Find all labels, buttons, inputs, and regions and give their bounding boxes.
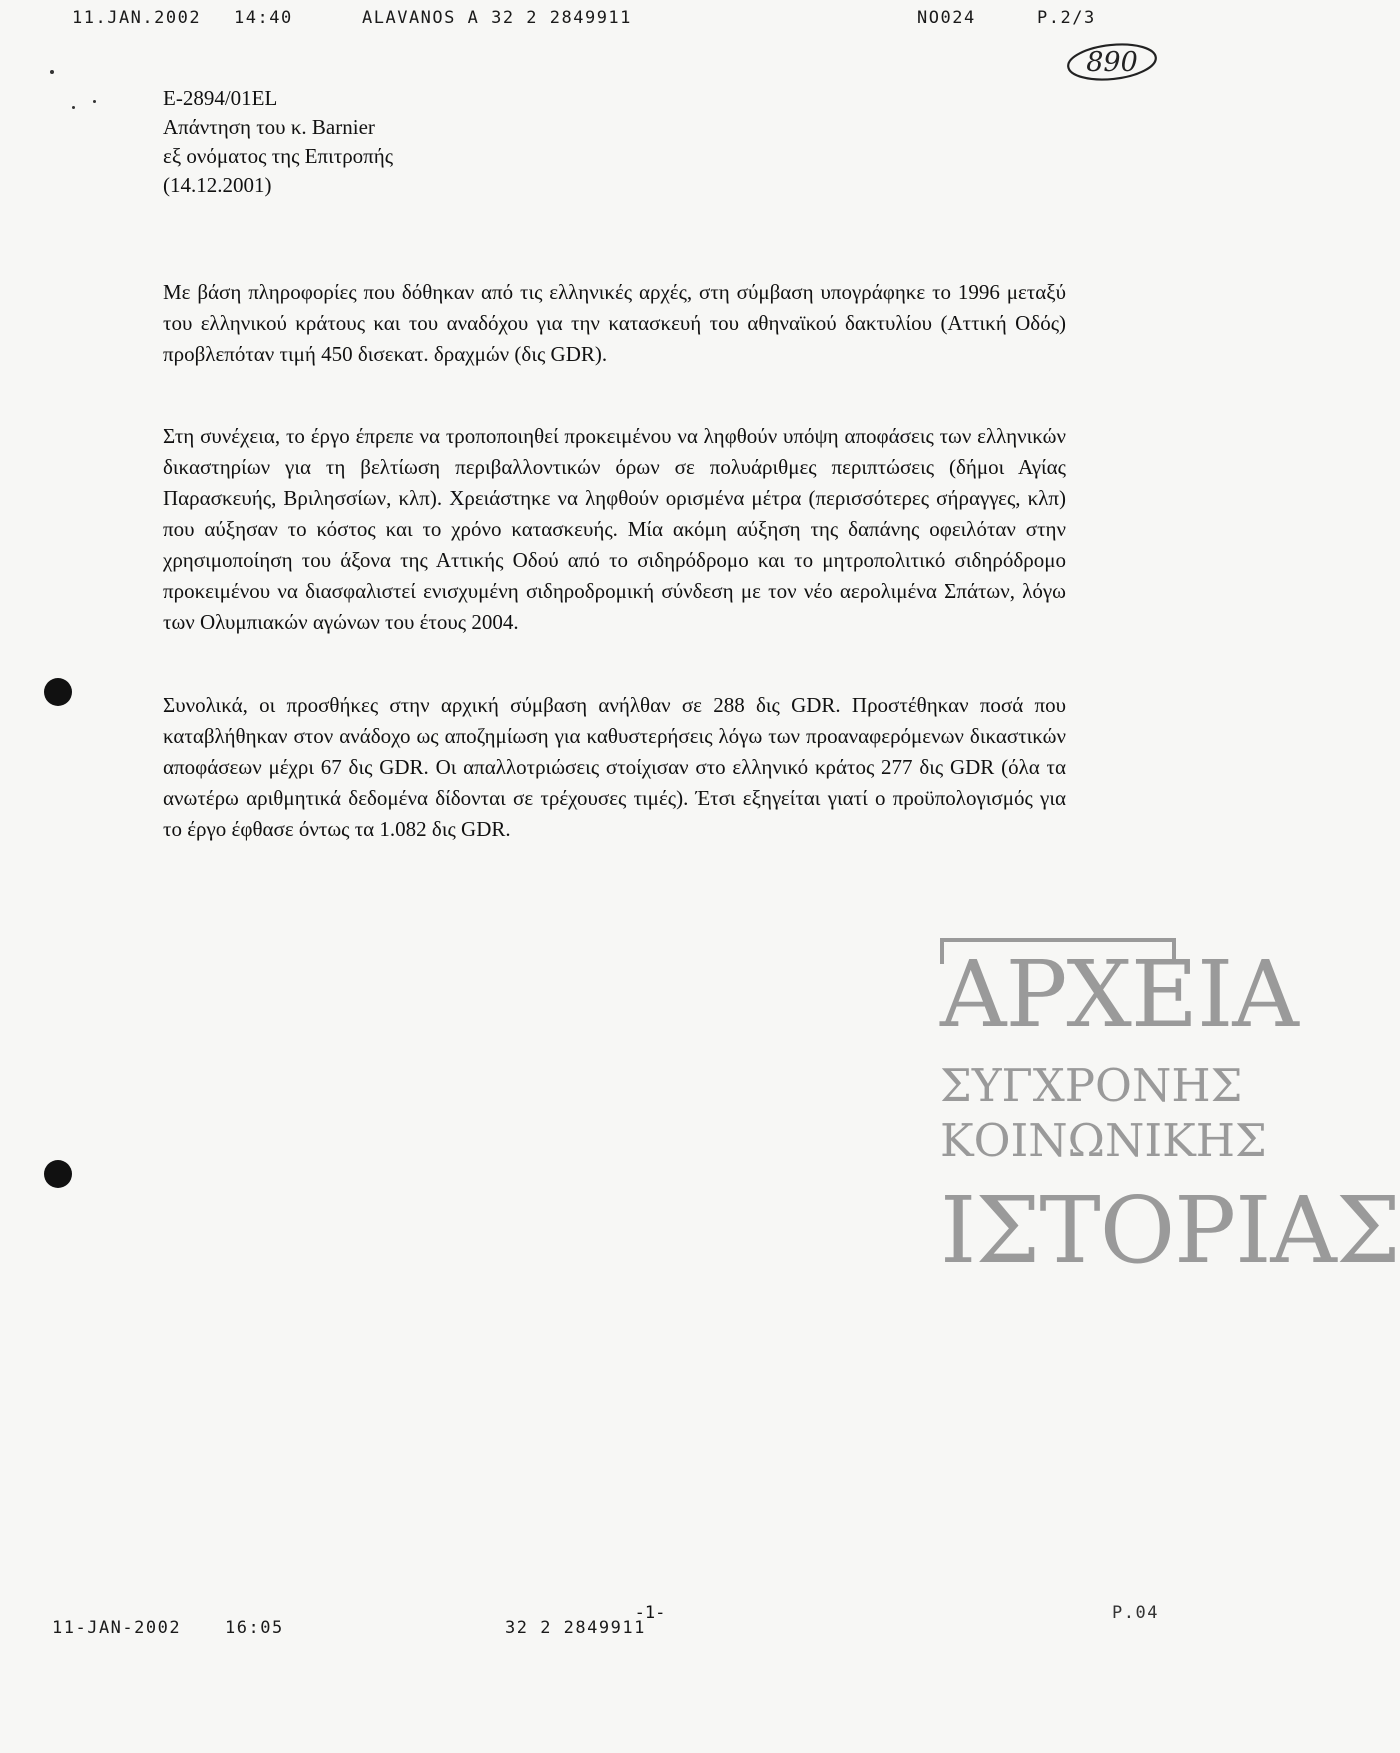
stamp-line-contemporary: ΣΥΓΧΡΟΝΗΣ (940, 1059, 1243, 1112)
fax-header-page: P.2/3 (1037, 8, 1096, 28)
fax-footer-page: P.04 (1112, 1603, 1159, 1623)
reference-answer-by: Απάντηση του κ. Barnier (163, 115, 375, 139)
fax-header-time: 14:40 (234, 8, 293, 28)
punch-hole (44, 678, 72, 706)
fax-header-sender: ALAVANOS A 32 2 2849911 (362, 8, 632, 28)
reference-date: (14.12.2001) (163, 173, 272, 197)
fax-footer-date: 11-JAN-2002 (52, 1618, 182, 1638)
speck-mark (72, 106, 75, 109)
reference-code: E-2894/01EL (163, 86, 278, 110)
fax-header-number: NO024 (917, 8, 976, 28)
paragraph-1: Με βάση πληροφορίες που δόθηκαν από τις ελληνικές αρχές, στη σύμβαση υπογράφηκε το 1996 μεταξύ του ελληνικού κράτους και του αναδόχου για την κατασκευή του αθηναϊκού δακτυλίου (Αττική Οδός) προβλεπόταν τιμή 450 δισεκατ. δραχμών (δις GDR). (163, 280, 1066, 366)
archive-stamp (940, 930, 1400, 1630)
handwritten-circle-icon (1062, 40, 1162, 84)
speck-mark (50, 70, 54, 74)
handwritten-note (1062, 40, 1162, 84)
reference-block (163, 84, 393, 200)
page-marker: -1- (634, 1603, 666, 1623)
punch-hole (44, 1160, 72, 1188)
fax-header-date: 11.JAN.2002 (72, 8, 202, 28)
stamp-line-archives: ΑΡΧΕΙΑ (940, 941, 1298, 1048)
reference-on-behalf: εξ ονόματος της Επιτροπής (163, 144, 394, 168)
stamp-line-social: ΚΟΙΝΩΝΙΚΗΣ (940, 1114, 1267, 1167)
stamp-line-history: ΙΣΤΟΡΙΑΣ (940, 1177, 1400, 1284)
paragraph-2: Στη συνέχεια, το έργο έπρεπε να τροποποιηθεί προκειμένου να ληφθούν υπόψη αποφάσεις των ελληνικών δικαστηρίων για τη βελτίωση περιβαλλοντικών όρων σε πολυάριθμες περιπτώσεις (δήμοι Αγίας Παρασκευής, Βριλησσίων, κλπ). Χρειάστηκε να ληφθούν ορισμένα μέτρα (περισσότερες σήραγγες, κλπ) που αύξησαν το κόστος και το χρόνο κατασκευής. Μία ακόμη αύξηση της δαπάνης οφειλόταν στην χρησιμοποίηση του άξονα της Αττικής Οδού από το σιδηρόδρομο και το μητροπολιτικό σιδηρόδρομο προκειμένου να διασφαλιστεί ενισχυμένη σιδηροδρομική σύνδεση με τον νέο αερολιμένα Σπάτων, λόγω των Ολυμπιακών αγώνων του έτους 2004. (163, 424, 1066, 634)
speck-mark (93, 100, 96, 103)
paragraph-3: Συνολικά, οι προσθήκες στην αρχική σύμβαση ανήλθαν σε 288 δις GDR. Προστέθηκαν ποσά που καταβλήθηκαν στον ανάδοχο ως αποζημίωση για καθυστερήσεις λόγω των προαναφερόμενων δικαστικών αποφάσεων μέχρι 67 δις GDR. Οι απαλλοτριώσεις στοίχισαν στο ελληνικό κράτος 277 δις GDR (όλα τα ανωτέρω αριθμητικά δεδομένα δίδονται σε τρέχουσες τιμές). Έτσι εξηγείται γιατί ο προϋπολογισμός για το έργο έφθασε όντως τα 1.082 δις GDR. (163, 693, 1066, 841)
fax-footer-time: 16:05 (225, 1618, 284, 1638)
handwritten-note-text: 890 (1086, 47, 1138, 78)
fax-footer-number: 32 2 2849911 (505, 1618, 646, 1638)
